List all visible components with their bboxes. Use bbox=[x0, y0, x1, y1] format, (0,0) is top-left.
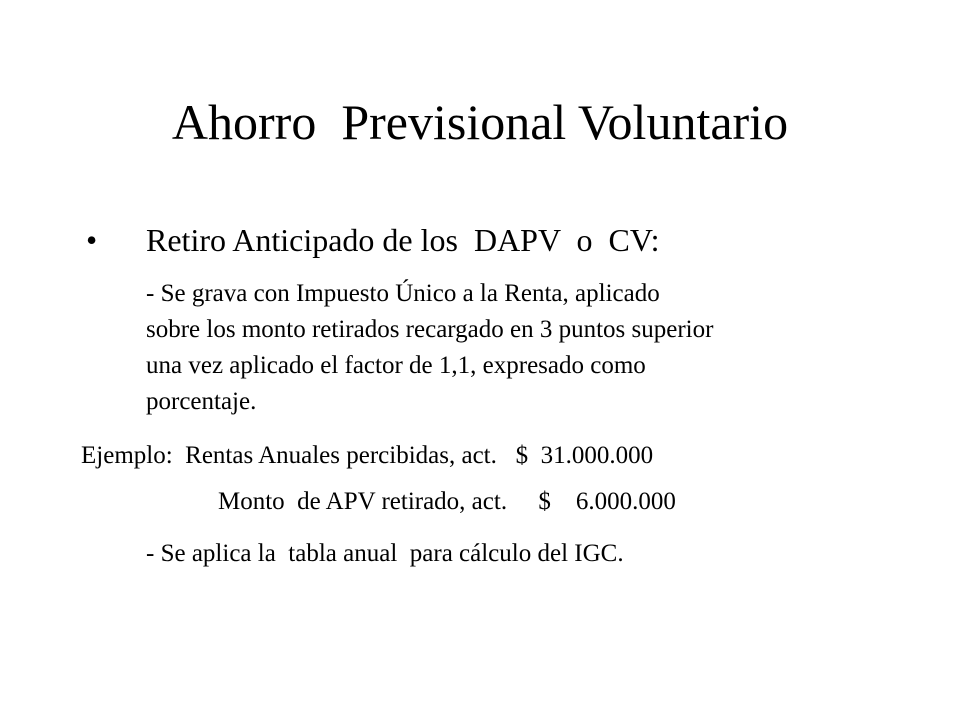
description-paragraph bbox=[146, 276, 906, 420]
example-income-line: Ejemplo: Rentas Anuales percibidas, act. $ 31.000.000 bbox=[81, 442, 654, 469]
example-note-line: - Se aplica la tabla anual para cálculo del IGC. bbox=[146, 540, 624, 567]
paragraph-line: - Se grava con Impuesto Único a la Renta, aplicado bbox=[146, 280, 660, 307]
bullet-text: Retiro Anticipado de los DAPV o CV: bbox=[146, 222, 660, 258]
paragraph-line: una vez aplicado el factor de 1,1, expresado como bbox=[146, 352, 646, 379]
example-apv-line: Monto de APV retirado, act. $ 6.000.000 bbox=[218, 488, 676, 515]
paragraph-line: porcentaje. bbox=[146, 388, 257, 415]
bullet-icon: • bbox=[86, 222, 98, 258]
slide-title: Ahorro Previsional Voluntario bbox=[171, 94, 789, 150]
paragraph-line: sobre los monto retirados recargado en 3 puntos superior bbox=[146, 316, 714, 343]
